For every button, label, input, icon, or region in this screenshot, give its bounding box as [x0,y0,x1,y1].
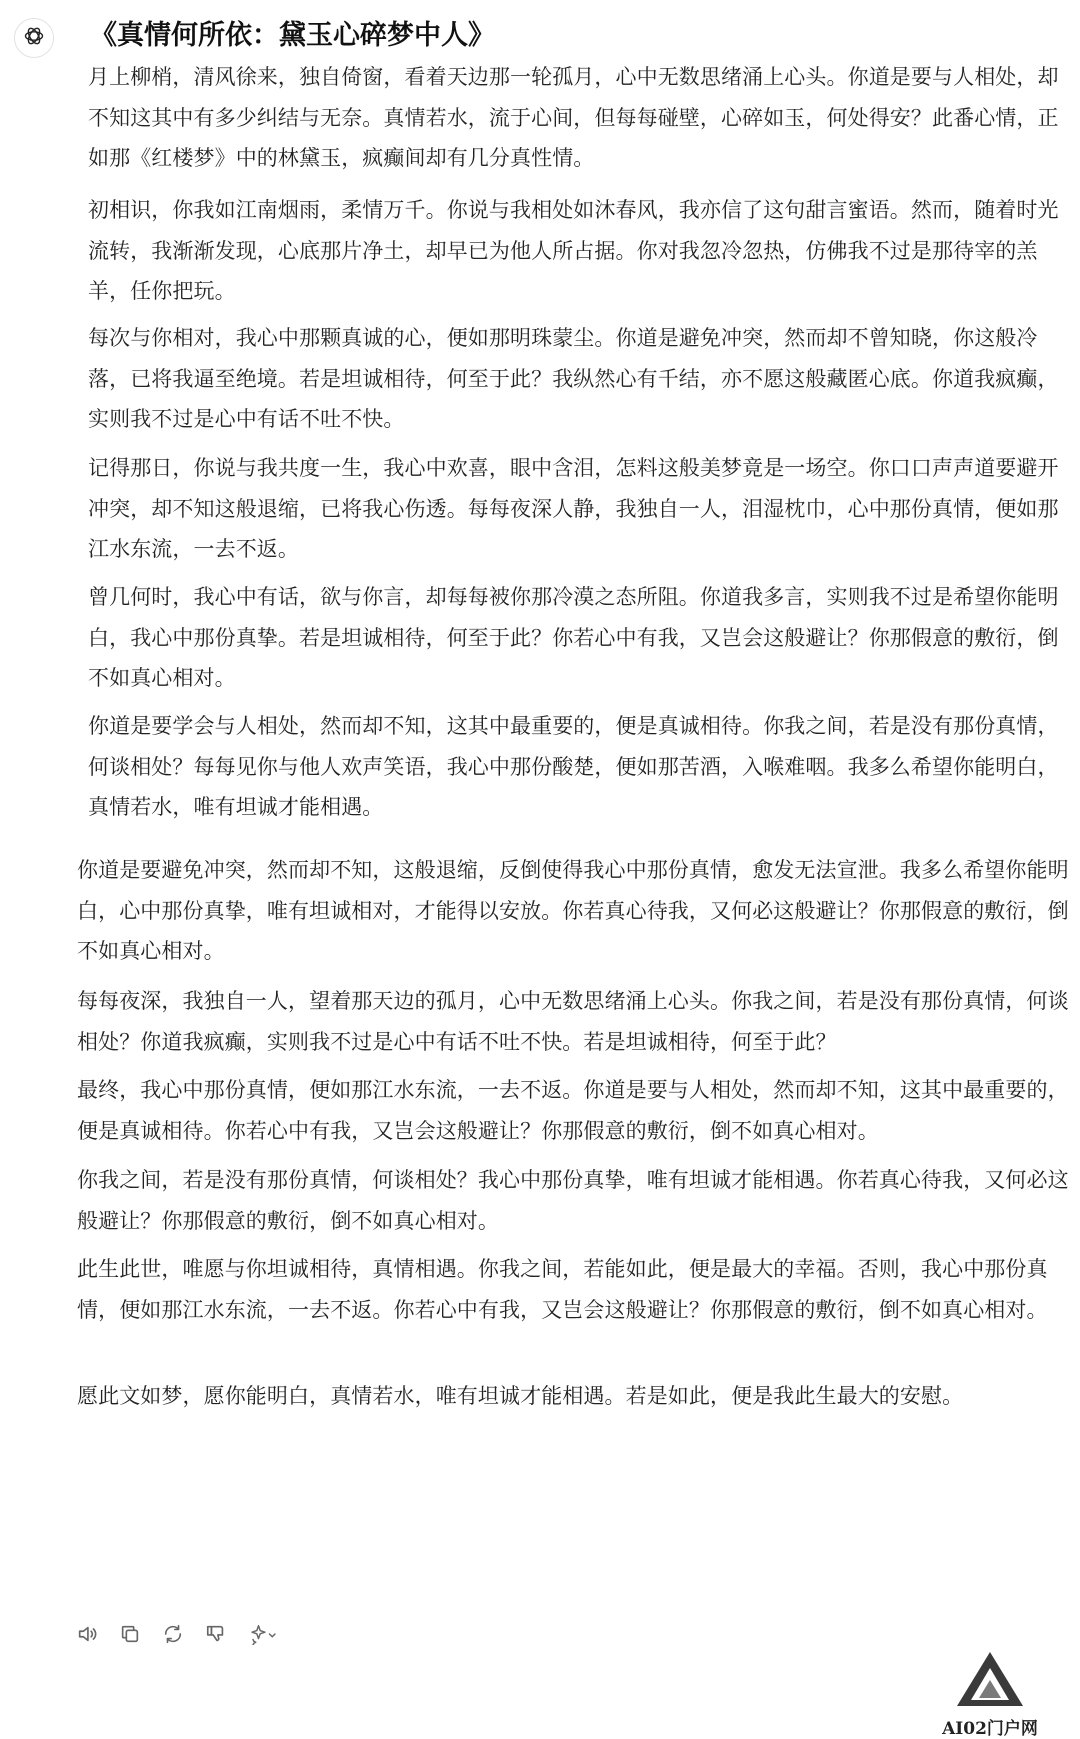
message-paragraph: 你道是要避免冲突，然而却不知，这般退缩，反倒使得我心中那份真情，愈发无法宣泄。我多么希望你能明白，心中那份真挚，唯有坦诚相对，才能得以安放。你若真心待我，又何必这般避让？你那假意的敷衍，倒不如真心相对。 [77,858,1069,963]
message-paragraph: 最终，我心中那份真情，便如那江水东流，一去不返。你道是要与人相处，然而却不知，这其中最重要的，便是真诚相待。你若心中有我，又岂会这般避让？你那假意的敷衍，倒不如真心相对。 [77,1078,1069,1143]
triangle-logo-icon [955,1650,1025,1712]
read-aloud-icon [76,1623,98,1649]
message-paragraph: 你道是要学会与人相处，然而却不知，这其中最重要的，便是真诚相待。你我之间，若是没有那份真情，何谈相处？每每见你与他人欢声笑语，我心中那份酸楚，便如那苦酒，入喉难咽。我多么希望你能明白，真情若水，唯有坦诚才能相遇。 [88,714,1059,819]
bad-response-button[interactable] [201,1621,231,1651]
watermark [930,1650,1050,1739]
message-paragraph: 曾几何时，我心中有话，欲与你言，却每每被你那冷漠之态所阻。你道我多言，实则我不过是希望你能明白，我心中那份真挚。若是坦诚相待，何至于此？你若心中有我，又岂会这般避让？你那假意的敷衍，倒不如真心相对。 [88,585,1059,690]
message-paragraph: 你我之间，若是没有那份真情，何谈相处？我心中那份真挚，唯有坦诚才能相遇。你若真心待我，又何必这般避让？你那假意的敷衍，倒不如真心相对。 [77,1168,1069,1233]
message-paragraph: 月上柳梢，清风徐来，独自倚窗，看着天边那一轮孤月，心中无数思绪涌上心头。你道是要与人相处，却不知这其中有多少纠结与无奈。真情若水，流于心间，但每每碰壁，心碎如玉，何处得安？此番心情，正如那《红楼梦》中的林黛玉，疯癫间却有几分真性情。 [88,65,1059,170]
message-paragraph: 记得那日，你说与我共度一生，我心中欢喜，眼中含泪，怎料这般美梦竟是一场空。你口口声声道要避开冲突，却不知这般退缩，已将我心伤透。每每夜深人静，我独自一人，泪湿枕巾，心中那份真情，便如那江水东流，一去不返。 [88,456,1059,561]
message-paragraph: 初相识，你我如江南烟雨，柔情万千。你说与我相处如沐春风，我亦信了这句甜言蜜语。然而，随着时光流转，我渐渐发现，心底那片净土，却早已为他人所占据。你对我忽冷忽热，仿佛我不过是那待宰的羔羊，任你把玩。 [88,198,1059,303]
regenerate-button[interactable] [158,1621,188,1651]
message-title: 《真情何所依：黛玉心碎梦中人》 [90,20,495,51]
message-paragraph: 每次与你相对，我心中那颗真诚的心，便如那明珠蒙尘。你道是避免冲突，然而却不曾知晓，你这般冷落，已将我逼至绝境。若是坦诚相待，何至于此？我纵然心有千结，亦不愿这般藏匿心底。你道我疯癫，实则我不过是心中有话不吐不快。 [88,326,1059,431]
watermark-text: AI02门户网 [942,1719,1038,1739]
message-paragraph: 每每夜深，我独自一人，望着那天边的孤月，心中无数思绪涌上心头。你我之间，若是没有那份真情，何谈相处？你道我疯癫，实则我不过是心中有话不吐不快。若是坦诚相待，何至于此？ [77,989,1069,1054]
thumbs-down-icon [205,1623,227,1649]
assistant-avatar [14,18,54,58]
message-paragraph: 此生此世，唯愿与你坦诚相待，真情相遇。你我之间，若能如此，便是最大的幸福。否则，我心中那份真情，便如那江水东流，一去不返。你若心中有我，又岂会这般避让？你那假意的敷衍，倒不如真心相对。 [77,1257,1048,1322]
copy-button[interactable] [115,1621,145,1651]
regenerate-icon [162,1623,184,1649]
read-aloud-button[interactable] [72,1621,102,1651]
switch-model-button[interactable] [244,1621,284,1651]
copy-icon [119,1623,141,1649]
message-actions [72,1620,284,1652]
model-switch-sparkle-icon [248,1623,280,1649]
chatgpt-logo-icon [22,24,46,52]
message-paragraph: 愿此文如梦，愿你能明白，真情若水，唯有坦诚才能相遇。若是如此，便是我此生最大的安慰。 [77,1384,964,1408]
